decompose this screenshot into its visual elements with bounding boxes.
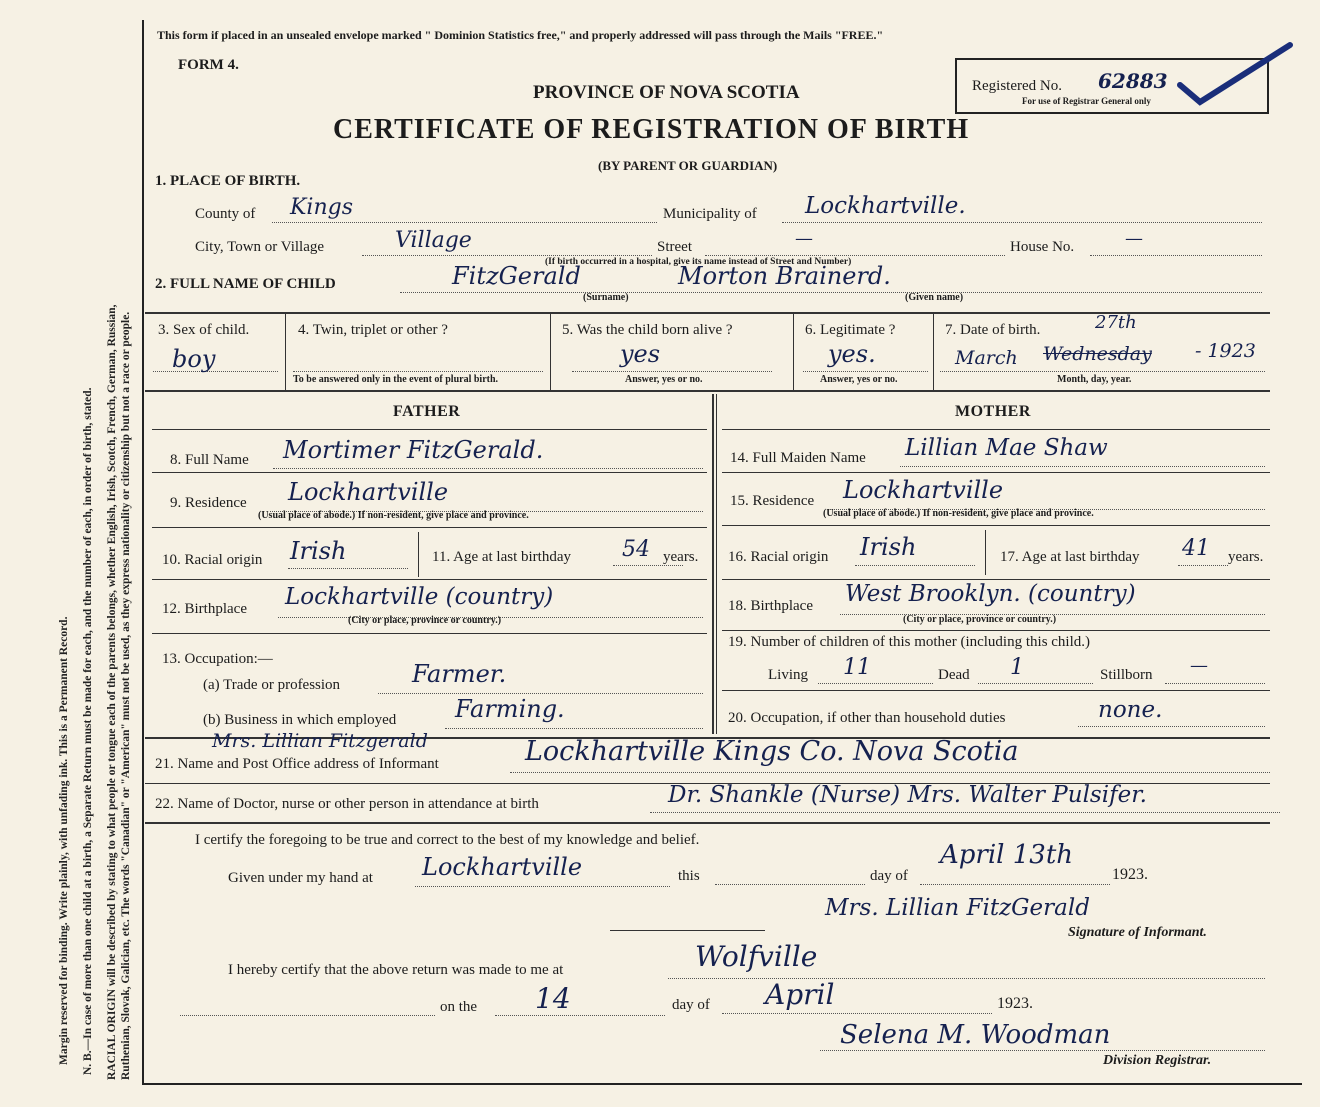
mother-occupation-label: 20. Occupation, if other than household duties bbox=[728, 710, 1006, 726]
stillborn-label: Stillborn bbox=[1100, 667, 1153, 683]
mother-birthplace-label: 18. Birthplace bbox=[728, 598, 813, 614]
dead-count: 1 bbox=[1010, 655, 1024, 680]
living-label: Living bbox=[768, 667, 808, 683]
mother-race-label: 16. Racial origin bbox=[728, 549, 829, 565]
day-of-label: day of bbox=[870, 868, 908, 884]
doctor-value: Dr. Shankle (Nurse) Mrs. Walter Pulsifer. bbox=[668, 782, 1147, 808]
mother-name-label: 14. Full Maiden Name bbox=[730, 450, 866, 466]
county-label: County of bbox=[195, 206, 256, 222]
city-value: Village bbox=[395, 228, 472, 253]
informant-address: Lockhartville Kings Co. Nova Scotia bbox=[525, 736, 1019, 767]
informant-label: 21. Name and Post Office address of Informant bbox=[155, 756, 439, 772]
child-given-name: Morton Brainerd. bbox=[678, 262, 891, 290]
registered-number: 62883 bbox=[1098, 69, 1168, 93]
sex-value: boy bbox=[172, 345, 216, 373]
return-made-label: I hereby certify that the above return was made to me at bbox=[228, 962, 564, 978]
mother-birthplace: West Brooklyn. (country) bbox=[845, 581, 1136, 607]
dead-label: Dead bbox=[938, 667, 970, 683]
informant-signature: Mrs. Lillian FitzGerald bbox=[825, 895, 1090, 921]
county-value: Kings bbox=[290, 195, 354, 220]
registered-label: Registered No. bbox=[972, 78, 1062, 94]
father-occupation-label: 13. Occupation:— bbox=[162, 651, 273, 667]
father-name-label: 8. Full Name bbox=[170, 452, 249, 468]
child-name-label: 2. FULL NAME OF CHILD bbox=[155, 276, 336, 292]
place-of-birth-heading: 1. PLACE OF BIRTH. bbox=[155, 173, 301, 189]
mother-residence-label: 15. Residence bbox=[730, 493, 815, 509]
this-label: this bbox=[678, 868, 700, 884]
mother-birthplace-note: (City or place, province or country.) bbox=[903, 614, 1057, 625]
city-label: City, Town or Village bbox=[195, 239, 325, 255]
born-alive-value: yes bbox=[620, 340, 661, 368]
mother-residence-note: (Usual place of abode.) If non-resident, give place and province. bbox=[823, 508, 1094, 519]
certificate-subtitle: (BY PARENT OR GUARDIAN) bbox=[598, 158, 778, 173]
registrar-use-note: For use of Registrar General only bbox=[1022, 96, 1151, 106]
father-birthplace-note: (City or place, province or country.) bbox=[348, 615, 502, 626]
day-of-label-2: day of bbox=[672, 997, 710, 1013]
dob-note: Month, day, year. bbox=[1057, 374, 1132, 385]
mother-occupation: none. bbox=[1098, 697, 1163, 723]
mother-age-label: 17. Age at last birthday bbox=[1000, 549, 1140, 565]
registrar-label: Division Registrar. bbox=[1103, 1053, 1212, 1068]
given-year: 1923. bbox=[1112, 866, 1148, 883]
dob-year: - 1923 bbox=[1195, 340, 1256, 362]
father-name: Mortimer FitzGerald. bbox=[283, 436, 544, 464]
municipality-value: Lockhartville. bbox=[805, 193, 966, 219]
return-month: April bbox=[765, 978, 835, 1011]
street-label: Street bbox=[657, 239, 692, 255]
given-name-caption: (Given name) bbox=[905, 292, 964, 303]
stillborn-count: — bbox=[1190, 655, 1208, 676]
business-label: (b) Business in which employed bbox=[203, 712, 397, 728]
checkmark-icon bbox=[1170, 40, 1300, 110]
father-heading: FATHER bbox=[393, 403, 461, 420]
informant-signature-label: Signature of Informant. bbox=[1068, 925, 1207, 940]
on-the-label: on the bbox=[440, 999, 478, 1015]
father-residence-note: (Usual place of abode.) If non-resident, give place and province. bbox=[258, 510, 529, 521]
mail-notice: This form if placed in an unsealed envelope marked " Dominion Statistics free," and properly addressed will pass through the Mails "FREE." bbox=[157, 28, 884, 42]
mother-age: 41 bbox=[1182, 536, 1210, 561]
form-number: FORM 4. bbox=[178, 57, 239, 73]
mother-race: Irish bbox=[860, 533, 917, 561]
father-age: 54 bbox=[622, 537, 650, 562]
legitimate-label: 6. Legitimate ? bbox=[805, 322, 896, 338]
margin-note-binding: Margin reserved for binding. Write plainly, with unfading ink. This is a Permanent Record. bbox=[58, 616, 70, 1065]
father-birthplace: Lockhartville (country) bbox=[285, 584, 554, 610]
registrar-signature: Selena M. Woodman bbox=[840, 1020, 1111, 1050]
father-birthplace-label: 12. Birthplace bbox=[162, 601, 247, 617]
father-age-label: 11. Age at last birthday bbox=[432, 549, 571, 565]
dob-label: 7. Date of birth. bbox=[945, 322, 1041, 338]
margin-note-multiple-births: N. B.—In case of more than one child at a birth, a Separate Return must be made for each, and the number of each, in order of birth, stated. bbox=[82, 387, 94, 1075]
return-day: 14 bbox=[535, 982, 571, 1015]
municipality-label: Municipality of bbox=[663, 206, 757, 222]
mother-years-label: years. bbox=[1228, 549, 1264, 565]
father-years-label: years. bbox=[663, 549, 699, 565]
sex-label: 3. Sex of child. bbox=[158, 322, 250, 338]
margin-note-racial-origin: RACIAL ORIGIN will be described by stating to what people or tongue each of the parents belongs, whether English, Irish, Scotch, French, German, Russian, bbox=[106, 304, 118, 1080]
twin-note: To be answered only in the event of plural birth. bbox=[293, 374, 499, 385]
mother-name: Lillian Mae Shaw bbox=[905, 435, 1108, 461]
mother-residence: Lockhartville bbox=[843, 476, 1004, 504]
living-count: 11 bbox=[843, 655, 871, 680]
father-race: Irish bbox=[290, 537, 347, 565]
father-race-label: 10. Racial origin bbox=[162, 552, 263, 568]
return-place: Wolfville bbox=[695, 940, 818, 973]
father-trade: Farmer. bbox=[412, 660, 507, 688]
margin-note-racial-origin-cont: Ruthenian, Slovak, Galician, etc. The words "Canadian" or "American" must not be used, as they express nationality or citizenship but not a race or people. bbox=[120, 311, 132, 1080]
dob-month: March bbox=[955, 347, 1018, 369]
child-surname: FitzGerald bbox=[452, 262, 581, 290]
informant-name: Mrs. Lillian Fitzgerald bbox=[212, 730, 428, 752]
certificate-title: CERTIFICATE OF REGISTRATION OF BIRTH bbox=[333, 114, 970, 145]
born-alive-note: Answer, yes or no. bbox=[625, 374, 703, 385]
dob-day: 27th bbox=[1095, 312, 1137, 333]
dob-struck-weekday: Wednesday bbox=[1043, 343, 1152, 365]
legitimate-note: Answer, yes or no. bbox=[820, 374, 898, 385]
hospital-note: (If birth occurred in a hospital, give its name instead of Street and Number) bbox=[545, 257, 852, 267]
father-residence-label: 9. Residence bbox=[170, 495, 247, 511]
twin-label: 4. Twin, triplet or other ? bbox=[298, 322, 448, 338]
father-residence: Lockhartville bbox=[288, 478, 449, 506]
frame-left-border bbox=[142, 20, 144, 1083]
trade-label: (a) Trade or profession bbox=[203, 677, 341, 693]
children-count-label: 19. Number of children of this mother (including this child.) bbox=[728, 634, 1091, 650]
father-business: Farming. bbox=[455, 695, 565, 723]
province-heading: PROVINCE OF NOVA SCOTIA bbox=[533, 82, 800, 103]
doctor-label: 22. Name of Doctor, nurse or other person in attendance at birth bbox=[155, 796, 539, 812]
house-number-value: — bbox=[1125, 228, 1143, 249]
certify-statement: I certify the foregoing to be true and correct to the best of my knowledge and belief. bbox=[195, 832, 700, 848]
return-year: 1923. bbox=[997, 995, 1033, 1012]
house-number-label: House No. bbox=[1010, 239, 1075, 255]
given-place: Lockhartville bbox=[422, 853, 583, 881]
street-value: — bbox=[795, 228, 813, 249]
given-date: April 13th bbox=[940, 840, 1074, 870]
surname-caption: (Surname) bbox=[583, 292, 629, 303]
born-alive-label: 5. Was the child born alive ? bbox=[562, 322, 733, 338]
legitimate-value: yes. bbox=[828, 340, 876, 368]
mother-heading: MOTHER bbox=[955, 403, 1031, 420]
given-under-hand-label: Given under my hand at bbox=[228, 870, 373, 886]
